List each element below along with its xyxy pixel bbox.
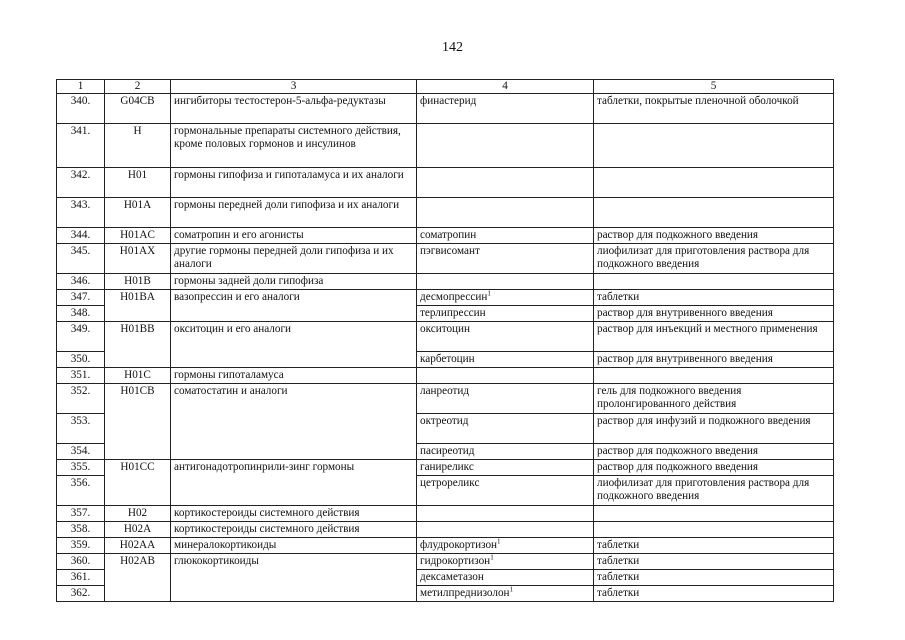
row-number: 355. bbox=[57, 460, 105, 476]
table-row bbox=[57, 198, 834, 228]
drug-name: цетрореликс bbox=[417, 476, 594, 506]
row-number: 346. bbox=[57, 274, 105, 290]
atc-code: H02AA bbox=[105, 538, 171, 554]
row-number: 358. bbox=[57, 522, 105, 538]
drug-name: десмопрессин$^1$ bbox=[417, 290, 594, 306]
footnote-mark: 1 bbox=[509, 585, 514, 594]
dosage-form: раствор для подкожного введения bbox=[594, 460, 834, 476]
dosage-form: раствор для подкожного введения bbox=[594, 444, 834, 460]
atc-code: H01AC bbox=[105, 228, 171, 244]
dosage-form bbox=[594, 168, 834, 198]
anatomical-therapeutic-group: гормоны гипоталамуса bbox=[171, 368, 417, 384]
drug-name: ганиреликс bbox=[417, 460, 594, 476]
drug-name: финастерид bbox=[417, 94, 594, 124]
dosage-form: гель для подкожного введения пролонгированного действия bbox=[594, 384, 834, 414]
dosage-form: таблетки, покрытые пленочной оболочкой bbox=[594, 94, 834, 124]
row-number: 340. bbox=[57, 94, 105, 124]
table-row bbox=[57, 290, 834, 306]
drug-name bbox=[417, 198, 594, 228]
drug-name: флудрокортизон$^1$ bbox=[417, 538, 594, 554]
row-number: 341. bbox=[57, 124, 105, 168]
row-number: 360. bbox=[57, 554, 105, 570]
atc-code: H01CC bbox=[105, 460, 171, 506]
dosage-form: лиофилизат для приготовления раствора для подкожного введения bbox=[594, 244, 834, 274]
dosage-form: лиофилизат для приготовления раствора для подкожного введения bbox=[594, 476, 834, 506]
row-number: 344. bbox=[57, 228, 105, 244]
table-row bbox=[57, 522, 834, 538]
drug-name: метилпреднизолон$^1$ bbox=[417, 586, 594, 602]
row-number: 345. bbox=[57, 244, 105, 274]
atc-code: H01BA bbox=[105, 290, 171, 322]
atc-code: H bbox=[105, 124, 171, 168]
anatomical-therapeutic-group: ингибиторы тестостерон-5-альфа-редуктазы bbox=[171, 94, 417, 124]
anatomical-therapeutic-group: глюкокортикоиды bbox=[171, 554, 417, 602]
table-row bbox=[57, 168, 834, 198]
atc-code: H02 bbox=[105, 506, 171, 522]
anatomical-therapeutic-group: вазопрессин и его аналоги bbox=[171, 290, 417, 322]
dosage-form: таблетки bbox=[594, 570, 834, 586]
drug-name bbox=[417, 168, 594, 198]
drug-name bbox=[417, 274, 594, 290]
row-number: 352. bbox=[57, 384, 105, 414]
table-row bbox=[57, 460, 834, 476]
column-header: 3 bbox=[171, 80, 417, 94]
column-header: 1 bbox=[57, 80, 105, 94]
column-header: 5 bbox=[594, 80, 834, 94]
atc-code: H01AX bbox=[105, 244, 171, 274]
drug-name: терлипрессин bbox=[417, 306, 594, 322]
table-row bbox=[57, 506, 834, 522]
atc-code: H02A bbox=[105, 522, 171, 538]
row-number: 348. bbox=[57, 306, 105, 322]
dosage-form: таблетки bbox=[594, 586, 834, 602]
dosage-form: раствор для внутривенного введения bbox=[594, 352, 834, 368]
drug-name: карбетоцин bbox=[417, 352, 594, 368]
drug-name: дексаметазон bbox=[417, 570, 594, 586]
row-number: 343. bbox=[57, 198, 105, 228]
table-row bbox=[57, 124, 834, 168]
row-number: 351. bbox=[57, 368, 105, 384]
dosage-form: раствор для инъекций и местного применения bbox=[594, 322, 834, 352]
anatomical-therapeutic-group: окситоцин и его аналоги bbox=[171, 322, 417, 368]
drug-list-table bbox=[56, 79, 834, 602]
anatomical-therapeutic-group: другие гормоны передней доли гипофиза и их аналоги bbox=[171, 244, 417, 274]
row-number: 359. bbox=[57, 538, 105, 554]
atc-code: H01BB bbox=[105, 322, 171, 368]
drug-name: пасиреотид bbox=[417, 444, 594, 460]
drug-name bbox=[417, 506, 594, 522]
row-number: 354. bbox=[57, 444, 105, 460]
atc-code: H01B bbox=[105, 274, 171, 290]
dosage-form: таблетки bbox=[594, 554, 834, 570]
dosage-form bbox=[594, 522, 834, 538]
drug-name bbox=[417, 368, 594, 384]
dosage-form: раствор для инфузий и подкожного введения bbox=[594, 414, 834, 444]
atc-code: H01CB bbox=[105, 384, 171, 460]
table-row bbox=[57, 322, 834, 352]
table-row bbox=[57, 274, 834, 290]
footnote-mark: 1 bbox=[497, 537, 501, 546]
anatomical-therapeutic-group: кортикостероиды системного действия bbox=[171, 506, 417, 522]
table-row bbox=[57, 554, 834, 570]
table-row bbox=[57, 228, 834, 244]
anatomical-therapeutic-group: кортикостероиды системного действия bbox=[171, 522, 417, 538]
anatomical-therapeutic-group: соматропин и его агонисты bbox=[171, 228, 417, 244]
dosage-form bbox=[594, 198, 834, 228]
dosage-form: таблетки bbox=[594, 538, 834, 554]
atc-code: G04CB bbox=[105, 94, 171, 124]
column-header: 4 bbox=[417, 80, 594, 94]
table-header-row bbox=[57, 80, 834, 94]
footnote-mark: 1 bbox=[487, 289, 491, 298]
row-number: 362. bbox=[57, 586, 105, 602]
anatomical-therapeutic-group: антигонадотропинрили-зинг гормоны bbox=[171, 460, 417, 506]
dosage-form bbox=[594, 274, 834, 290]
dosage-form bbox=[594, 368, 834, 384]
table-row bbox=[57, 384, 834, 414]
dosage-form bbox=[594, 124, 834, 168]
drug-name: окситоцин bbox=[417, 322, 594, 352]
page-number: 142 bbox=[442, 40, 463, 55]
atc-code: H01 bbox=[105, 168, 171, 198]
drug-name: ланреотид bbox=[417, 384, 594, 414]
anatomical-therapeutic-group: гормональные препараты системного действия, кроме половых гормонов и инсулинов bbox=[171, 124, 417, 168]
dosage-form: таблетки bbox=[594, 290, 834, 306]
table-row bbox=[57, 94, 834, 124]
anatomical-therapeutic-group: гормоны передней доли гипофиза и их аналоги bbox=[171, 198, 417, 228]
drug-name bbox=[417, 124, 594, 168]
row-number: 342. bbox=[57, 168, 105, 198]
anatomical-therapeutic-group: соматостатин и аналоги bbox=[171, 384, 417, 460]
row-number: 353. bbox=[57, 414, 105, 444]
row-number: 347. bbox=[57, 290, 105, 306]
footnote-mark: 1 bbox=[490, 553, 494, 562]
dosage-form bbox=[594, 506, 834, 522]
dosage-form: раствор для внутривенного введения bbox=[594, 306, 834, 322]
atc-code: H01C bbox=[105, 368, 171, 384]
row-number: 350. bbox=[57, 352, 105, 368]
table-row bbox=[57, 538, 834, 554]
drug-name: соматропин bbox=[417, 228, 594, 244]
anatomical-therapeutic-group: гормоны гипофиза и гипоталамуса и их аналоги bbox=[171, 168, 417, 198]
dosage-form: раствор для подкожного введения bbox=[594, 228, 834, 244]
row-number: 349. bbox=[57, 322, 105, 352]
anatomical-therapeutic-group: минералокортикоиды bbox=[171, 538, 417, 554]
row-number: 357. bbox=[57, 506, 105, 522]
table-row bbox=[57, 368, 834, 384]
anatomical-therapeutic-group: гормоны задней доли гипофиза bbox=[171, 274, 417, 290]
drug-name: октреотид bbox=[417, 414, 594, 444]
drug-name bbox=[417, 522, 594, 538]
row-number: 361. bbox=[57, 570, 105, 586]
atc-code: H02AB bbox=[105, 554, 171, 602]
atc-code: H01A bbox=[105, 198, 171, 228]
drug-name: пэгвисомант bbox=[417, 244, 594, 274]
row-number: 356. bbox=[57, 476, 105, 506]
column-header: 2 bbox=[105, 80, 171, 94]
table-row bbox=[57, 244, 834, 274]
drug-name: гидрокортизон$^1$ bbox=[417, 554, 594, 570]
